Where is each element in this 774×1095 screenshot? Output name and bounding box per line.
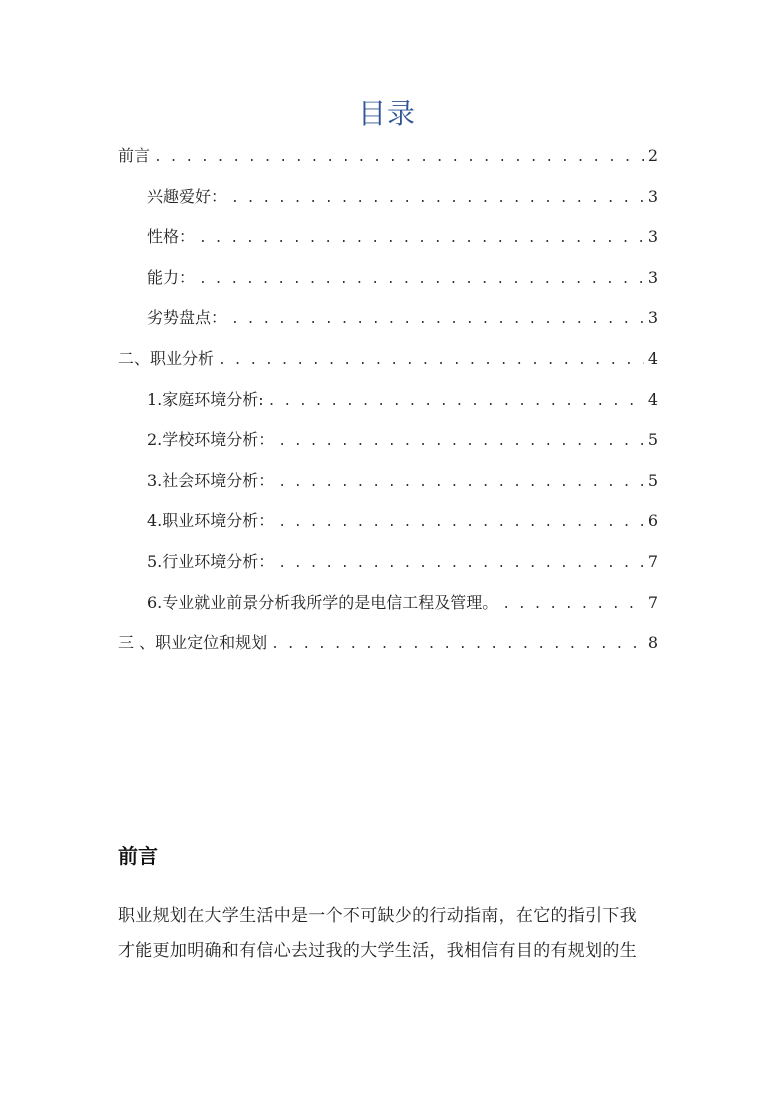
toc-page-number: 8 xyxy=(647,633,658,653)
toc-page-number: 7 xyxy=(647,592,658,612)
toc-page-number: 7 xyxy=(647,551,658,571)
toc-entry-text: 4.职业环境分析： xyxy=(147,511,275,531)
toc-page-number: 3 xyxy=(647,186,658,206)
toc-entry-text: 前言 xyxy=(118,146,151,165)
toc-dot-leader xyxy=(199,267,644,293)
toc-entry[interactable] xyxy=(118,387,658,428)
toc-page-number: 3 xyxy=(647,308,658,328)
toc-dot-leader xyxy=(278,470,644,496)
toc-entry-text: 能力： xyxy=(147,267,196,287)
toc-page-number: 4 xyxy=(647,348,658,368)
toc-page-number: 4 xyxy=(647,389,658,409)
toc-dot-leader xyxy=(218,348,644,374)
toc-entry-text: 兴趣爱好： xyxy=(147,186,228,206)
toc-page-number: 3 xyxy=(647,227,658,247)
toc-entry-text: 3.社会环境分析： xyxy=(147,470,275,490)
toc-dot-leader xyxy=(278,551,644,577)
toc-page-number: 5 xyxy=(647,470,658,490)
toc-dot-leader xyxy=(231,307,644,333)
toc-page-number: 3 xyxy=(647,267,658,287)
toc-entry-text: 6.专业就业前景分析我所学的是电信工程及管理。 xyxy=(147,592,499,612)
toc-dot-leader xyxy=(154,145,644,171)
toc-entry[interactable] xyxy=(118,549,658,590)
toc-entry-text: 2.学校环境分析： xyxy=(147,430,275,450)
toc-title: 目录 xyxy=(357,97,416,130)
toc-dot-leader xyxy=(271,632,644,658)
toc-entry[interactable] xyxy=(118,590,658,631)
toc-entry[interactable] xyxy=(118,184,658,225)
toc-entry[interactable] xyxy=(118,346,658,387)
table-of-contents xyxy=(118,143,658,671)
toc-entry-text: 1.家庭环境分析: xyxy=(147,389,264,409)
toc-dot-leader xyxy=(199,226,644,252)
toc-dot-leader xyxy=(268,389,644,415)
toc-entry[interactable] xyxy=(118,305,658,346)
toc-entry[interactable] xyxy=(118,468,658,509)
toc-page-number: 6 xyxy=(647,511,658,531)
toc-entry-text: 性格： xyxy=(147,227,196,247)
toc-dot-leader xyxy=(502,592,644,618)
toc-entry-text: 劣势盘点： xyxy=(147,308,228,328)
toc-entry[interactable] xyxy=(118,427,658,468)
toc-dot-leader xyxy=(278,429,644,455)
toc-entry[interactable] xyxy=(118,508,658,549)
toc-entry[interactable] xyxy=(118,265,658,306)
toc-page-number: 5 xyxy=(647,430,658,450)
preface-heading: 前言 xyxy=(118,844,158,868)
toc-entry-text: 5.行业环境分析： xyxy=(147,551,275,571)
paragraph-line: 职业规划在大学生活中是一个不可缺少的行动指南，在它的指引下我 xyxy=(118,906,637,926)
toc-entry[interactable] xyxy=(118,143,658,184)
toc-entry[interactable] xyxy=(118,630,658,671)
toc-dot-leader xyxy=(231,186,644,212)
toc-page-number: 2 xyxy=(647,146,658,165)
preface-paragraph xyxy=(118,899,660,969)
toc-entry-text: 三 、职业定位和规划 xyxy=(118,633,268,653)
toc-entry-text: 二、职业分析 xyxy=(118,348,215,368)
paragraph-line: 才能更加明确和有信心去过我的大学生活，我相信有目的有规划的生 xyxy=(118,941,637,961)
toc-dot-leader xyxy=(278,510,644,536)
toc-entry[interactable] xyxy=(118,224,658,265)
